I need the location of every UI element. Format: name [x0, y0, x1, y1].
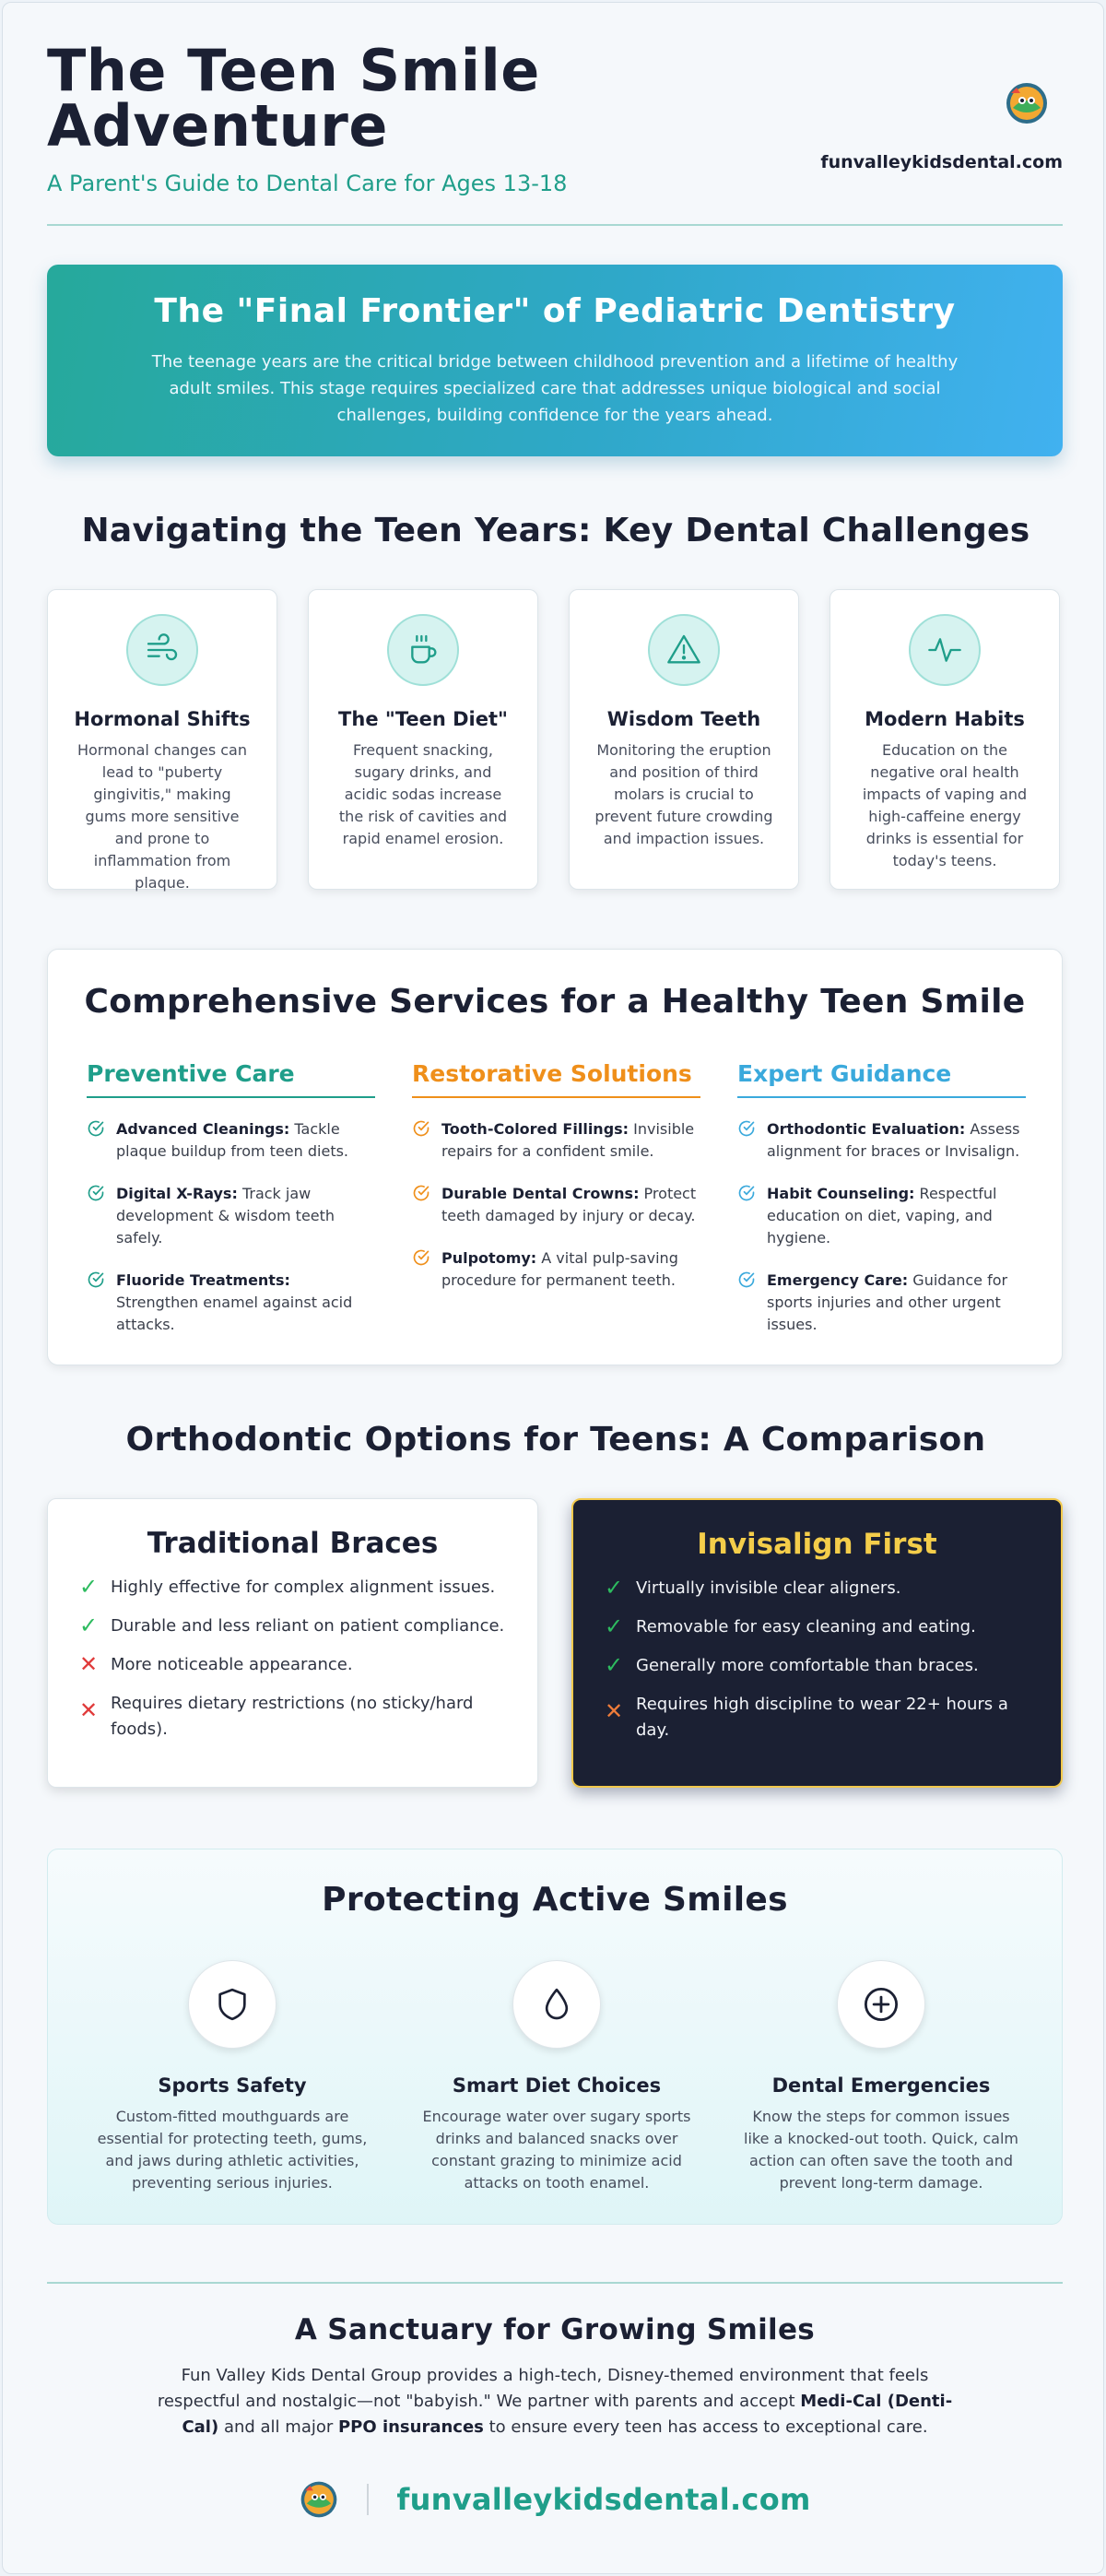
service-item [737, 1183, 1026, 1249]
ortho-con-item [605, 1692, 1030, 1743]
footer-title: A Sanctuary for Growing Smiles [294, 2313, 816, 2346]
service-item [412, 1183, 700, 1227]
check-circle-icon [87, 1270, 116, 1336]
service-item-desc: A vital pulp-saving procedure for permanent teeth. [441, 1249, 678, 1289]
ortho-card-title: Traditional Braces [147, 1527, 439, 1560]
challenges-title: Navigating the Teen Years: Key Dental Challenges [81, 512, 1030, 549]
challenge-text: Monitoring the eruption and position of third molars is crucial to prevent future crowding and impaction issues. [594, 741, 773, 847]
footer [47, 2313, 1063, 2535]
challenge-title: Wisdom Teeth [606, 708, 761, 730]
check-circle-icon [412, 1118, 441, 1163]
ortho-item-text: Generally more comfortable than braces. [636, 1656, 979, 1675]
service-item-desc: Tackle plaque buildup from teen diets. [116, 1120, 349, 1160]
check-circle-icon [412, 1183, 441, 1227]
fun-valley-logo-icon [299, 2479, 339, 2520]
service-item [737, 1270, 1026, 1336]
check-icon: ✓ [605, 1652, 624, 1678]
protect-item [394, 1960, 719, 2194]
hero-text: The teenage years are the critical bridge between childhood prevention and a lifetime of healthy adult smiles. This stage requires specialized care that addresses unique biological and social challenges, building confidence for the years ahead. [151, 352, 959, 425]
warning-triangle-icon [648, 614, 720, 686]
protect-columns [70, 1960, 1043, 2194]
protect-item-title: Sports Safety [158, 2074, 307, 2097]
hero-banner [47, 265, 1063, 456]
service-item-desc: Strengthen enamel against acid attacks. [116, 1294, 353, 1333]
activity-pulse-icon [909, 614, 981, 686]
coffee-cup-icon [387, 614, 459, 686]
service-item [737, 1118, 1026, 1163]
ortho-pro-item [605, 1614, 1030, 1640]
shield-icon [188, 1960, 276, 2049]
check-circle-icon [87, 1183, 116, 1249]
footer-divider [47, 2282, 1063, 2284]
service-column-restorative [412, 1060, 700, 1336]
protect-item [70, 1960, 394, 2194]
check-circle-icon [737, 1118, 767, 1163]
service-column-heading: Expert Guidance [737, 1060, 1026, 1098]
service-item-desc: Track jaw development & wisdom teeth safely. [116, 1185, 335, 1247]
challenge-text: Education on the negative oral health impacts of vaping and high-caffeine energy drinks is essential for today's teens. [862, 741, 1028, 869]
protect-item [719, 1960, 1043, 2194]
check-icon: ✓ [79, 1613, 99, 1638]
check-icon: ✓ [605, 1575, 624, 1601]
service-item-desc: Protect teeth damaged by injury or decay. [441, 1185, 697, 1224]
challenge-text: Frequent snacking, sugary drinks, and acidic sodas increase the risk of cavities and rapid enamel erosion. [338, 741, 508, 847]
ortho-con-item [79, 1691, 506, 1743]
service-item [87, 1270, 375, 1336]
protect-item-title: Dental Emergencies [771, 2074, 991, 2097]
water-drop-icon [512, 1960, 601, 2049]
footer-site-url[interactable]: funvalleykidsdental.com [396, 2482, 811, 2517]
ortho-item-text: Virtually invisible clear aligners. [636, 1578, 901, 1598]
service-item-name: Orthodontic Evaluation: [767, 1120, 966, 1138]
check-circle-icon [737, 1270, 767, 1336]
ortho-pro-item [79, 1575, 506, 1601]
service-column-heading: Restorative Solutions [412, 1060, 700, 1098]
service-item [87, 1118, 375, 1163]
plus-circle-icon [837, 1960, 925, 2049]
ortho-item-text: Highly effective for complex alignment issues. [111, 1578, 496, 1597]
service-item-desc: Respectful education on diet, vaping, and hygiene. [767, 1185, 997, 1247]
ortho-pro-item [605, 1653, 1030, 1679]
challenge-title: Modern Habits [865, 708, 1025, 730]
services-title: Comprehensive Services for a Healthy Teen Smile [84, 983, 1026, 1021]
ortho-comparison [47, 1498, 1063, 1788]
ortho-item-text: Requires high discipline to wear 22+ hours a day. [636, 1695, 1008, 1740]
protect-panel [47, 1849, 1063, 2225]
protect-title: Protecting Active Smiles [322, 1881, 788, 1919]
check-icon: ✓ [605, 1613, 624, 1639]
footer-text: Fun Valley Kids Dental Group provides a high-tech, Disney-themed environment that feels respectful and nostalgic—not "babyish." We partner with parents and accept Medi-Cal (Denti-Cal) and all major PPO insurances to ensure every teen has access to exceptional care. [157, 2366, 953, 2437]
service-item-name: Fluoride Treatments: [116, 1271, 290, 1289]
ortho-con-item [79, 1652, 506, 1678]
services-columns [87, 1060, 1026, 1336]
protect-item-text: Encourage water over sugary sports drinks and balanced snacks over constant grazing to minimize acid attacks on tooth enamel. [422, 2108, 691, 2192]
challenge-card [569, 589, 799, 890]
footer-separator [367, 2484, 369, 2515]
fun-valley-logo-icon [1004, 80, 1050, 126]
challenge-title: Hormonal Shifts [74, 708, 251, 730]
ortho-pro-item [605, 1576, 1030, 1601]
page-title: The Teen Smile Adventure [47, 37, 540, 160]
service-item-name: Pulpotomy: [441, 1249, 537, 1267]
service-item-desc: Assess alignment for braces or Invisalign. [767, 1120, 1020, 1160]
check-circle-icon [412, 1247, 441, 1292]
check-icon: ✓ [79, 1574, 99, 1600]
x-mark-icon: ✕ [79, 1651, 99, 1677]
ortho-item-text: More noticeable appearance. [111, 1655, 353, 1674]
ortho-pro-item [79, 1613, 506, 1639]
ortho-item-text: Removable for easy cleaning and eating. [636, 1617, 976, 1637]
service-item-desc: Invisible repairs for a confident smile. [441, 1120, 695, 1160]
service-item-name: Digital X-Rays: [116, 1185, 238, 1202]
protect-item-text: Custom-fitted mouthguards are essential for protecting teeth, gums, and jaws during athletic activities, preventing serious injuries. [97, 2108, 368, 2192]
service-item [412, 1247, 700, 1292]
service-item-desc: Guidance for sports injuries and other urgent issues. [767, 1271, 1008, 1333]
service-column-preventive [87, 1060, 375, 1336]
service-item-name: Emergency Care: [767, 1271, 909, 1289]
service-item-name: Habit Counseling: [767, 1185, 915, 1202]
challenge-title: The "Teen Diet" [338, 708, 508, 730]
header-site-url[interactable]: funvalleykidsdental.com [820, 152, 1063, 172]
page-subtitle: A Parent's Guide to Dental Care for Ages 13-18 [47, 171, 568, 196]
protect-item-title: Smart Diet Choices [452, 2074, 662, 2097]
wind-icon [126, 614, 198, 686]
ortho-card-title: Invisalign First [697, 1528, 937, 1561]
challenge-text: Hormonal changes can lead to "puberty gingivitis," making gums more sensitive and prone to inflammation from plaque. [76, 741, 247, 892]
hero-title: The "Final Frontier" of Pediatric Dentistry [154, 292, 956, 330]
service-item-name: Advanced Cleanings: [116, 1120, 290, 1138]
header [47, 37, 1063, 228]
service-item-name: Durable Dental Crowns: [441, 1185, 640, 1202]
services-panel [47, 949, 1063, 1365]
service-column-heading: Preventive Care [87, 1060, 375, 1098]
service-item [412, 1118, 700, 1163]
ortho-title: Orthodontic Options for Teens: A Comparison [125, 1421, 986, 1459]
service-item [87, 1183, 375, 1249]
protect-item-text: Know the steps for common issues like a knocked-out tooth. Quick, calm action can often save the tooth and prevent long-term damage. [744, 2108, 1018, 2192]
x-mark-icon: ✕ [605, 1698, 624, 1724]
header-divider [47, 224, 1063, 226]
service-column-guidance [737, 1060, 1026, 1336]
challenge-cards [47, 589, 1063, 890]
ortho-item-text: Durable and less reliant on patient compliance. [111, 1616, 505, 1636]
invisalign-card [571, 1498, 1063, 1788]
infographic-page [2, 2, 1104, 2574]
check-circle-icon [737, 1183, 767, 1249]
x-mark-icon: ✕ [79, 1697, 99, 1723]
challenge-card [830, 589, 1060, 890]
footer-bar [47, 2479, 1063, 2520]
challenge-card [47, 589, 277, 890]
check-circle-icon [87, 1118, 116, 1163]
traditional-braces-card [47, 1498, 538, 1788]
challenge-card [308, 589, 538, 890]
service-item-name: Tooth-Colored Fillings: [441, 1120, 629, 1138]
ortho-item-text: Requires dietary restrictions (no sticky/hard foods). [111, 1694, 474, 1739]
